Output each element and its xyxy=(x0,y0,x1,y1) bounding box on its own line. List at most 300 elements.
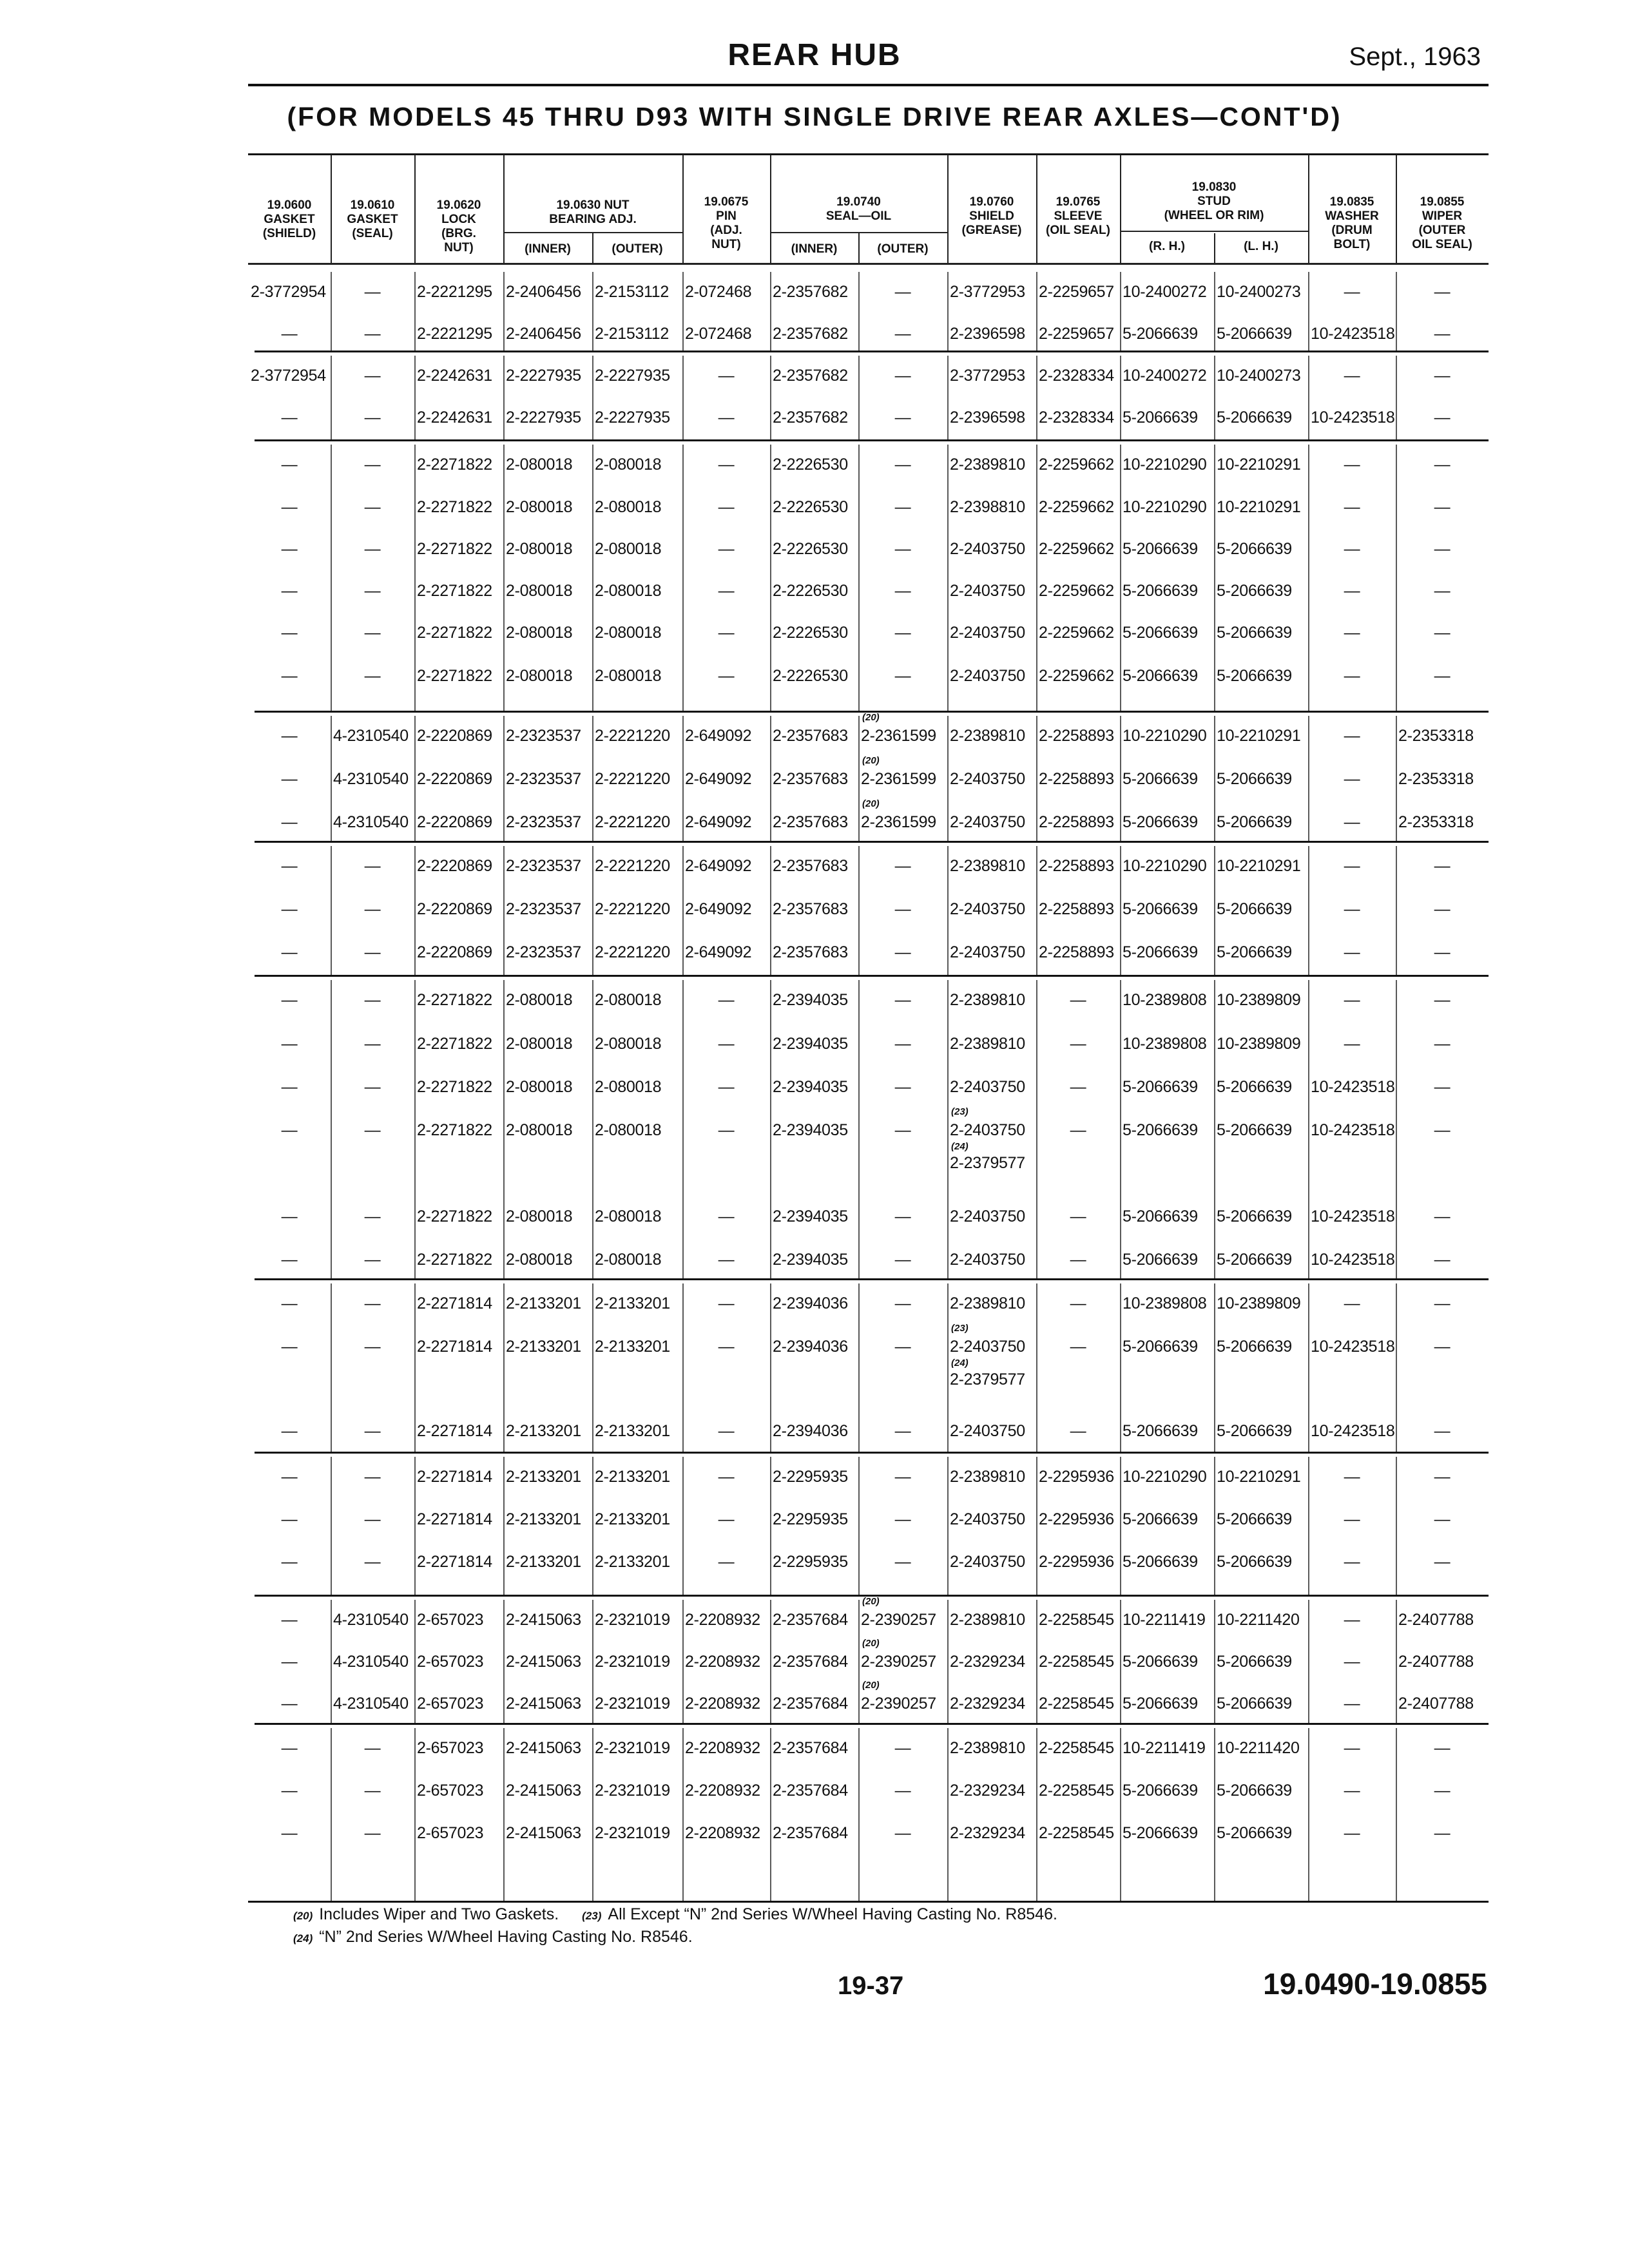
table-cell: — xyxy=(364,900,381,918)
table-cell: — xyxy=(1434,582,1451,600)
table-cell: — xyxy=(1434,1422,1451,1440)
table-cell: — xyxy=(1434,1553,1451,1571)
table-cell: — xyxy=(1434,1207,1451,1225)
table-cell: — xyxy=(1434,540,1451,558)
table-cell: 2-2271822 xyxy=(417,1078,492,1096)
table-cell: 2-2221295 xyxy=(417,325,492,343)
table-cell: — xyxy=(281,1824,298,1842)
table-cell: — xyxy=(1344,624,1360,642)
table-cell: 2-2321019 xyxy=(595,1611,670,1629)
table-cell: 5-2066639 xyxy=(1123,1121,1198,1139)
table-cell: 2-2357683 xyxy=(773,943,848,961)
table-cell: — xyxy=(364,1824,381,1842)
table-cell: — xyxy=(1070,991,1086,1009)
table-cell: 5-2066639 xyxy=(1123,900,1198,918)
table-cell: — xyxy=(364,325,381,343)
table-cell: 2-080018 xyxy=(506,456,573,474)
table-cell: — xyxy=(1434,1468,1451,1486)
table-cell: — xyxy=(281,1653,298,1671)
table-cell: — xyxy=(894,900,911,918)
table-cell: — xyxy=(364,943,381,961)
table-cell: 2-2394035 xyxy=(773,1251,848,1269)
table-cell: — xyxy=(281,498,298,516)
table-cell: 5-2066639 xyxy=(1123,1824,1198,1842)
table-cell: — xyxy=(1344,1824,1360,1842)
table-cell: — xyxy=(281,813,298,831)
table-cell: 2-2221220 xyxy=(595,813,670,831)
table-cell: 2-080018 xyxy=(506,1207,573,1225)
table-cell: 2-080018 xyxy=(506,498,573,516)
table-cell: — xyxy=(1434,498,1451,516)
table-cell: 2-3772953 xyxy=(950,283,1025,301)
table-cell: — xyxy=(718,667,735,685)
footnotes xyxy=(293,1904,1057,1949)
table-cell: — xyxy=(281,582,298,600)
table-cell: — xyxy=(718,1078,735,1096)
table-cell: — xyxy=(281,1251,298,1269)
table-cell: — xyxy=(718,1338,735,1356)
table-cell: 5-2066639 xyxy=(1217,1553,1292,1571)
table-cell: — xyxy=(894,367,911,385)
table-cell: 2-2415063 xyxy=(506,1653,581,1671)
table-cell: — xyxy=(364,283,381,301)
table-cell: 2-2389810 xyxy=(950,1739,1025,1757)
table-cell: — xyxy=(894,1510,911,1528)
table-cell: 5-2066639 xyxy=(1217,582,1292,600)
table-cell: 2-2403750 xyxy=(950,1422,1025,1440)
table-cell: — xyxy=(364,857,381,875)
table-cell: 2-2221220 xyxy=(595,943,670,961)
table-cell: — xyxy=(364,1251,381,1269)
table-cell: — xyxy=(894,1035,911,1053)
cell-reference-note: (20) xyxy=(862,798,880,809)
code-range: 19.0490-19.0855 xyxy=(1263,1967,1487,2001)
table-cell: 2-080018 xyxy=(506,1121,573,1139)
table-cell: — xyxy=(1344,1035,1360,1053)
table-cell: — xyxy=(1434,624,1451,642)
table-cell: 5-2066639 xyxy=(1123,1251,1198,1269)
subheader-nut-outer: (OUTER) xyxy=(612,242,663,256)
table-cell: 10-2400273 xyxy=(1217,283,1301,301)
table-cell: 2-2259657 xyxy=(1039,283,1114,301)
table-cell: — xyxy=(281,1739,298,1757)
table-cell: 2-2133201 xyxy=(506,1294,581,1312)
table-cell-alternate: 2-2379577 xyxy=(950,1154,1025,1172)
table-cell: 5-2066639 xyxy=(1123,624,1198,642)
table-cell: — xyxy=(894,943,911,961)
col-header-shield-grease: 19.0760 SHIELD (GREASE) xyxy=(961,195,1022,237)
table-cell: 2-2329234 xyxy=(950,1824,1025,1842)
table-cell: — xyxy=(1434,367,1451,385)
table-cell: 2-2226530 xyxy=(773,498,848,516)
cell-reference-note: (20) xyxy=(862,1638,880,1649)
page-number: 19-37 xyxy=(838,1972,904,2000)
table-cell: 5-2066639 xyxy=(1123,582,1198,600)
table-cell: — xyxy=(364,1121,381,1139)
table-cell: 2-3772954 xyxy=(251,283,326,301)
table-cell: 5-2066639 xyxy=(1123,770,1198,788)
table-cell: — xyxy=(894,1207,911,1225)
table-cell: — xyxy=(1434,1294,1451,1312)
table-cell: — xyxy=(364,1782,381,1800)
table-cell: 2-2357684 xyxy=(773,1611,848,1629)
table-cell: 2-2394035 xyxy=(773,1078,848,1096)
table-cell: — xyxy=(1434,1338,1451,1356)
table-cell: 10-2423518 xyxy=(1311,408,1395,427)
table-cell: — xyxy=(1344,283,1360,301)
table-cell: 2-2389810 xyxy=(950,1035,1025,1053)
table-cell: 2-2133201 xyxy=(506,1422,581,1440)
table-cell: 2-2323537 xyxy=(506,813,581,831)
table-cell: 2-2271822 xyxy=(417,624,492,642)
table-cell: 2-2208932 xyxy=(685,1611,760,1629)
table-cell: — xyxy=(1344,1782,1360,1800)
table-cell: 5-2066639 xyxy=(1123,1078,1198,1096)
table-cell: 2-2357683 xyxy=(773,900,848,918)
table-cell: 2-080018 xyxy=(506,582,573,600)
table-cell: — xyxy=(1344,857,1360,875)
table-cell: 2-2415063 xyxy=(506,1824,581,1842)
col-header-pin: 19.0675 PIN (ADJ. NUT) xyxy=(704,195,749,251)
col-header-sleeve: 19.0765 SLEEVE (OIL SEAL) xyxy=(1046,195,1110,237)
table-cell: — xyxy=(718,582,735,600)
table-cell: 2-2258893 xyxy=(1039,857,1114,875)
table-cell: 2-2389810 xyxy=(950,456,1025,474)
table-cell: — xyxy=(718,456,735,474)
table-cell: — xyxy=(281,727,298,745)
table-cell: 2-2226530 xyxy=(773,667,848,685)
table-cell: — xyxy=(1070,1035,1086,1053)
table-cell: — xyxy=(1344,813,1360,831)
table-cell: — xyxy=(718,1121,735,1139)
table-cell: 10-2210290 xyxy=(1123,498,1207,516)
subheader-seal-inner: (INNER) xyxy=(791,242,838,256)
table-cell: 10-2423518 xyxy=(1311,1422,1395,1440)
table-cell: — xyxy=(1434,943,1451,961)
table-cell: 2-2226530 xyxy=(773,540,848,558)
table-cell: 5-2066639 xyxy=(1217,624,1292,642)
table-cell: 10-2423518 xyxy=(1311,1207,1395,1225)
table-cell: 2-080018 xyxy=(506,1251,573,1269)
table-cell: — xyxy=(364,582,381,600)
table-cell: 2-080018 xyxy=(595,1207,662,1225)
table-cell: 2-080018 xyxy=(506,1035,573,1053)
table-cell: 5-2066639 xyxy=(1123,1207,1198,1225)
table-cell: 2-2271822 xyxy=(417,582,492,600)
table-cell: 2-2394035 xyxy=(773,1207,848,1225)
table-cell: — xyxy=(281,325,298,343)
table-cell: — xyxy=(1344,498,1360,516)
table-cell: — xyxy=(364,1510,381,1528)
table-cell: — xyxy=(1434,991,1451,1009)
table-cell: — xyxy=(894,540,911,558)
table-cell: — xyxy=(281,1294,298,1312)
table-cell: — xyxy=(364,667,381,685)
table-cell: — xyxy=(894,1739,911,1757)
table-cell: — xyxy=(364,1553,381,1571)
table-cell: — xyxy=(1344,900,1360,918)
table-cell: 2-3772953 xyxy=(950,367,1025,385)
table-cell: — xyxy=(1344,582,1360,600)
table-cell: 2-2133201 xyxy=(595,1553,670,1571)
table-cell: 2-2390257 xyxy=(861,1695,936,1713)
table-cell: 2-649092 xyxy=(685,857,752,875)
table-cell: — xyxy=(364,367,381,385)
table-cell: 10-2423518 xyxy=(1311,1078,1395,1096)
table-cell: 2-2403750 xyxy=(950,582,1025,600)
table-cell: 2-2242631 xyxy=(417,408,492,427)
table-cell: 5-2066639 xyxy=(1123,408,1198,427)
table-cell: — xyxy=(1434,1251,1451,1269)
table-cell: 2-657023 xyxy=(417,1739,484,1757)
table-cell: 5-2066639 xyxy=(1123,1653,1198,1671)
table-cell: — xyxy=(894,1824,911,1842)
table-cell: 2-2357683 xyxy=(773,857,848,875)
table-cell: 2-2295935 xyxy=(773,1510,848,1528)
table-cell: 2-080018 xyxy=(595,456,662,474)
table-cell: 2-2357684 xyxy=(773,1824,848,1842)
table-cell: — xyxy=(1344,1695,1360,1713)
table-cell: — xyxy=(1344,727,1360,745)
table-cell: — xyxy=(1344,1611,1360,1629)
table-cell: 2-2208932 xyxy=(685,1782,760,1800)
table-cell: — xyxy=(1434,1510,1451,1528)
table-cell: 2-2357683 xyxy=(773,813,848,831)
table-cell: — xyxy=(281,770,298,788)
table-cell: 5-2066639 xyxy=(1123,943,1198,961)
page-title: REAR HUB xyxy=(728,38,901,72)
table-cell: 4-2310540 xyxy=(333,770,409,788)
table-cell: — xyxy=(718,1207,735,1225)
table-cell: 2-657023 xyxy=(417,1653,484,1671)
table-cell: 5-2066639 xyxy=(1217,1510,1292,1528)
table-cell: 2-2133201 xyxy=(595,1422,670,1440)
table-cell: 2-2221295 xyxy=(417,283,492,301)
table-cell: 2-2403750 xyxy=(950,943,1025,961)
table-cell: 2-2321019 xyxy=(595,1824,670,1842)
table-cell: — xyxy=(1434,900,1451,918)
table-cell: 2-2271822 xyxy=(417,1035,492,1053)
table-cell: 2-2357684 xyxy=(773,1653,848,1671)
table-cell: 10-2210291 xyxy=(1217,727,1301,745)
table-cell: — xyxy=(281,900,298,918)
table-cell: 2-2259662 xyxy=(1039,582,1114,600)
table-cell: — xyxy=(1434,857,1451,875)
table-cell: 2-2389810 xyxy=(950,727,1025,745)
table-cell: 2-2323537 xyxy=(506,943,581,961)
table-cell: 10-2210291 xyxy=(1217,498,1301,516)
table-cell: — xyxy=(281,1035,298,1053)
table-cell: 2-2394036 xyxy=(773,1422,848,1440)
table-cell: 2-2271822 xyxy=(417,456,492,474)
table-cell: 2-2415063 xyxy=(506,1782,581,1800)
table-cell: — xyxy=(718,408,735,427)
table-cell: 2-2329234 xyxy=(950,1653,1025,1671)
table-cell: 2-2357682 xyxy=(773,325,848,343)
table-cell: — xyxy=(364,1207,381,1225)
table-cell: 2-2133201 xyxy=(506,1510,581,1528)
table-cell: — xyxy=(1070,1338,1086,1356)
table-cell: — xyxy=(718,1251,735,1269)
subheader-seal-outer: (OUTER) xyxy=(877,242,929,256)
table-cell: 5-2066639 xyxy=(1217,813,1292,831)
table-cell: 2-2258893 xyxy=(1039,900,1114,918)
table-cell: 10-2400272 xyxy=(1123,283,1207,301)
table-cell: 2-2258545 xyxy=(1039,1782,1114,1800)
table-cell: — xyxy=(1344,770,1360,788)
table-cell: 5-2066639 xyxy=(1123,325,1198,343)
table-cell: 5-2066639 xyxy=(1217,540,1292,558)
table-cell: 5-2066639 xyxy=(1123,1782,1198,1800)
table-cell: — xyxy=(718,1468,735,1486)
table-cell: 2-2389810 xyxy=(950,1611,1025,1629)
col-header-stud: 19.0830 STUD (WHEEL OR RIM) xyxy=(1164,180,1264,222)
table-cell: 2-2133201 xyxy=(595,1338,670,1356)
table-cell: 2-649092 xyxy=(685,727,752,745)
table-cell: 2-080018 xyxy=(595,1121,662,1139)
table-cell: — xyxy=(1344,456,1360,474)
table-cell: 10-2210291 xyxy=(1217,1468,1301,1486)
table-cell: — xyxy=(894,1553,911,1571)
table-cell: 2-2133201 xyxy=(595,1294,670,1312)
table-cell: 2-2227935 xyxy=(595,408,670,427)
table-cell: 5-2066639 xyxy=(1217,325,1292,343)
table-cell: — xyxy=(281,1695,298,1713)
table-cell: 2-080018 xyxy=(506,624,573,642)
table-cell: — xyxy=(718,498,735,516)
table-cell: 4-2310540 xyxy=(333,1695,409,1713)
table-cell: 2-2403750 xyxy=(950,770,1025,788)
table-cell: — xyxy=(1344,540,1360,558)
col-header-wiper: 19.0855 WIPER (OUTER OIL SEAL) xyxy=(1412,195,1472,251)
table-cell: 2-649092 xyxy=(685,943,752,961)
table-cell: 2-080018 xyxy=(595,540,662,558)
table-cell: — xyxy=(894,991,911,1009)
table-cell: — xyxy=(364,1078,381,1096)
table-cell: — xyxy=(281,1468,298,1486)
table-cell: 2-2295935 xyxy=(773,1553,848,1571)
table-cell: 10-2210290 xyxy=(1123,857,1207,875)
table-cell: 2-2271814 xyxy=(417,1422,492,1440)
table-cell: — xyxy=(894,498,911,516)
table-cell: — xyxy=(718,1294,735,1312)
table-cell: 10-2210291 xyxy=(1217,857,1301,875)
table-cell: 5-2066639 xyxy=(1217,1422,1292,1440)
table-cell: 2-3772954 xyxy=(251,367,326,385)
table-cell: — xyxy=(894,624,911,642)
table-cell: 2-2406456 xyxy=(506,283,581,301)
table-cell: 2-2258545 xyxy=(1039,1824,1114,1842)
table-cell: 2-2153112 xyxy=(595,325,670,343)
table-cell: — xyxy=(894,1294,911,1312)
table-cell: 2-2271822 xyxy=(417,991,492,1009)
table-cell: — xyxy=(364,1035,381,1053)
table-cell: 10-2389808 xyxy=(1123,1294,1207,1312)
table-cell: 2-2394036 xyxy=(773,1338,848,1356)
table-bottom-rule xyxy=(248,1901,1489,1903)
table-cell: 2-2407788 xyxy=(1398,1653,1474,1671)
col-header-gasket-shield: 19.0600 GASKET (SHIELD) xyxy=(262,198,316,240)
table-cell: 2-2390257 xyxy=(861,1611,936,1629)
cell-reference-note: (20) xyxy=(862,755,880,766)
table-cell: — xyxy=(894,408,911,427)
table-cell: 2-2321019 xyxy=(595,1695,670,1713)
table-cell: 10-2211420 xyxy=(1217,1611,1300,1629)
table-cell: 2-2403750 xyxy=(950,1251,1025,1269)
table-cell: 2-2259657 xyxy=(1039,325,1114,343)
table-cell: 2-2389810 xyxy=(950,991,1025,1009)
table-cell: 2-2220869 xyxy=(417,943,492,961)
table-cell: 2-2403750 xyxy=(950,540,1025,558)
table-cell: — xyxy=(281,1338,298,1356)
table-cell: 2-2153112 xyxy=(595,283,670,301)
table-cell: — xyxy=(1344,1294,1360,1312)
table-cell: 5-2066639 xyxy=(1217,1078,1292,1096)
table-cell: 2-2259662 xyxy=(1039,540,1114,558)
table-cell: — xyxy=(364,1422,381,1440)
cell-reference-note: (24) xyxy=(951,1358,969,1369)
table-cell: 2-2323537 xyxy=(506,770,581,788)
table-cell: 2-2321019 xyxy=(595,1739,670,1757)
table-cell: 2-2295936 xyxy=(1039,1510,1114,1528)
table-cell: 5-2066639 xyxy=(1217,900,1292,918)
table-cell: 5-2066639 xyxy=(1123,813,1198,831)
table-cell: 5-2066639 xyxy=(1217,1824,1292,1842)
table-cell: — xyxy=(1070,1422,1086,1440)
table-cell: — xyxy=(281,456,298,474)
table-cell: 10-2400273 xyxy=(1217,367,1301,385)
col-header-gasket-seal: 19.0610 GASKET (SEAL) xyxy=(347,198,398,240)
table-cell: 2-2403750 xyxy=(950,1553,1025,1571)
table-cell: 5-2066639 xyxy=(1217,1251,1292,1269)
cell-reference-note: (24) xyxy=(951,1141,969,1152)
table-cell: 2-2271822 xyxy=(417,1251,492,1269)
table-cell: 4-2310540 xyxy=(333,1611,409,1629)
table-cell: 2-2133201 xyxy=(506,1338,581,1356)
table-cell: 2-2394035 xyxy=(773,1035,848,1053)
table-cell: 2-080018 xyxy=(595,498,662,516)
table-cell: 2-657023 xyxy=(417,1824,484,1842)
table-cell: 2-2208932 xyxy=(685,1739,760,1757)
table-cell: — xyxy=(364,1739,381,1757)
table-cell: 2-649092 xyxy=(685,770,752,788)
table-cell: 2-2258893 xyxy=(1039,770,1114,788)
table-cell: 2-2403750 xyxy=(950,1078,1025,1096)
subheader-stud-rh: (R. H.) xyxy=(1149,240,1185,253)
table-cell: — xyxy=(894,1078,911,1096)
table-cell: 10-2210291 xyxy=(1217,456,1301,474)
table-cell: 2-2407788 xyxy=(1398,1695,1474,1713)
table-cell: 10-2389809 xyxy=(1217,1035,1301,1053)
table-cell: — xyxy=(364,456,381,474)
table-cell: 2-2271814 xyxy=(417,1294,492,1312)
table-cell: 5-2066639 xyxy=(1123,1422,1198,1440)
table-cell: 5-2066639 xyxy=(1123,1553,1198,1571)
table-cell: 10-2423518 xyxy=(1311,1121,1395,1139)
table-cell: — xyxy=(1434,1782,1451,1800)
table-cell: — xyxy=(281,540,298,558)
footnote-number: (24) xyxy=(293,1932,313,1945)
table-cell: 2-2323537 xyxy=(506,727,581,745)
footnote-number: (20) xyxy=(293,1910,313,1922)
table-cell: 2-2357684 xyxy=(773,1782,848,1800)
table-cell: 2-080018 xyxy=(506,1078,573,1096)
table-cell: 2-2258545 xyxy=(1039,1739,1114,1757)
table-cell: 2-2220869 xyxy=(417,813,492,831)
table-cell: — xyxy=(1070,1251,1086,1269)
page-subtitle: (FOR MODELS 45 THRU D93 WITH SINGLE DRIVE REAR AXLES—CONT'D) xyxy=(287,102,1342,131)
table-cell: 5-2066639 xyxy=(1123,540,1198,558)
